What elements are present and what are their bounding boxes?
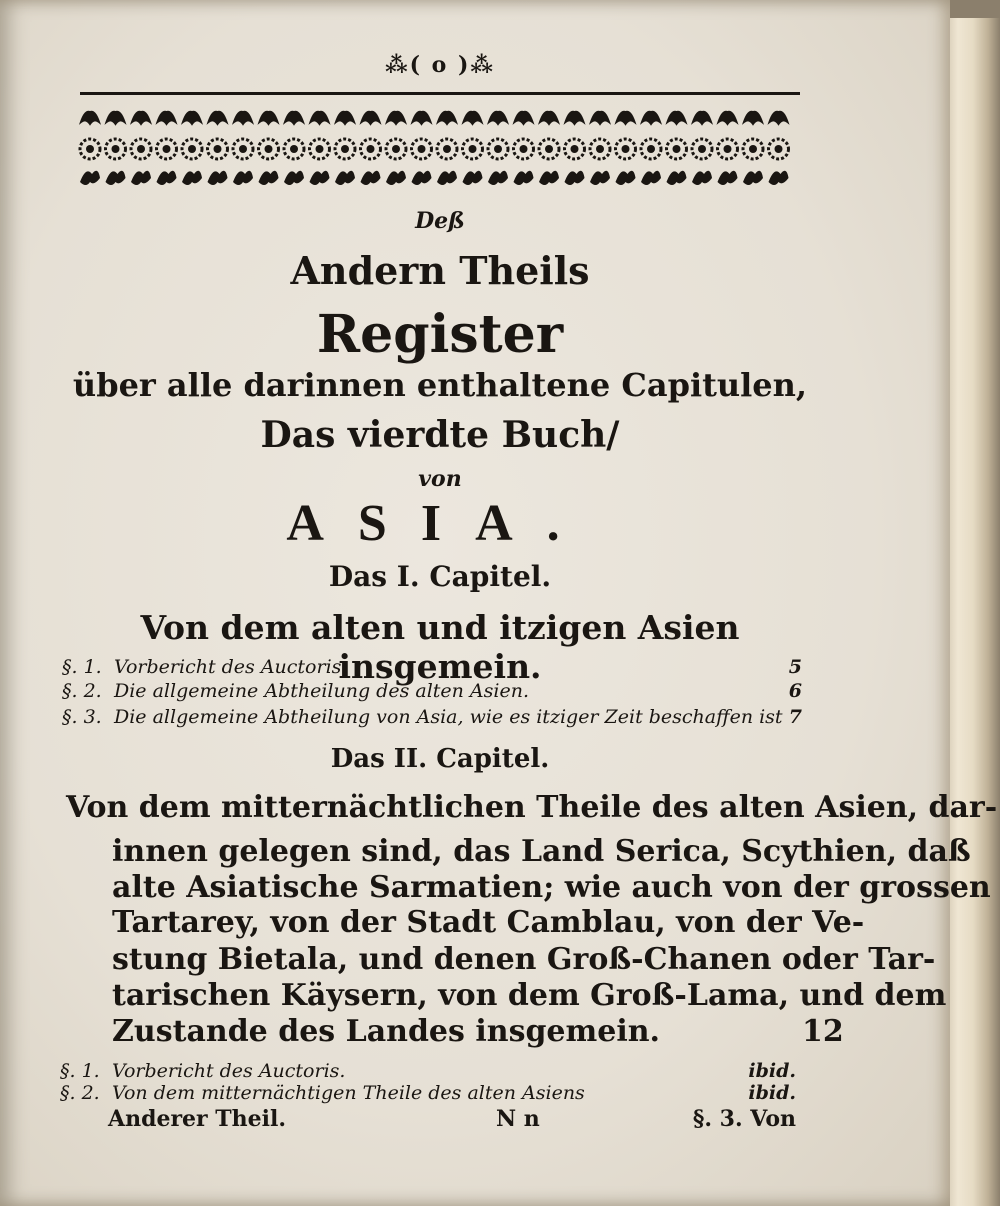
ornament-band bbox=[78, 102, 804, 194]
header-mark: ⁂( o )⁂ bbox=[385, 52, 495, 78]
header-rule bbox=[80, 92, 800, 95]
page-footer bbox=[108, 1106, 796, 1140]
rosette-center-icon bbox=[341, 145, 349, 153]
entry-page: 6 bbox=[788, 680, 802, 702]
leaf-icon bbox=[412, 171, 432, 185]
chapter-2-line: tarischen Käysern, von dem Groß-Lama, und dem bbox=[112, 978, 947, 1013]
chapter-2-page: 12 bbox=[802, 1014, 844, 1049]
fleuron-icon bbox=[234, 112, 252, 124]
rosette-center-icon bbox=[316, 145, 324, 153]
entry-page: ibid. bbox=[748, 1082, 796, 1104]
list-item bbox=[62, 656, 802, 680]
title-asia: ASIA. bbox=[286, 495, 594, 552]
title-line-4: über alle darinnen enthaltene Capitulen, bbox=[72, 366, 808, 404]
leaf-icon bbox=[310, 171, 330, 185]
fleuron-icon bbox=[566, 112, 584, 124]
fleuron-icon bbox=[209, 112, 227, 124]
rosette-center-icon bbox=[622, 145, 630, 153]
running-footer: Anderer Theil. bbox=[108, 1106, 287, 1132]
fleuron-icon bbox=[489, 112, 507, 124]
entry-number: §. 2. bbox=[62, 680, 102, 702]
entry-number: §. 3. bbox=[62, 706, 102, 728]
rosette-center-icon bbox=[673, 145, 681, 153]
catchword: §. 3. Von bbox=[692, 1106, 796, 1132]
leaf-icon bbox=[514, 171, 534, 185]
fleuron-icon bbox=[336, 112, 354, 124]
title-line-1: Deß bbox=[415, 208, 465, 234]
ornament-svg bbox=[78, 102, 804, 194]
fleuron-icon bbox=[107, 112, 125, 124]
leaf-icon bbox=[131, 171, 151, 185]
fleuron-icon bbox=[311, 112, 329, 124]
rosette-center-icon bbox=[698, 145, 706, 153]
rosette-center-icon bbox=[112, 145, 120, 153]
fleuron-icon bbox=[693, 112, 711, 124]
leaf-icon bbox=[208, 171, 228, 185]
rosette-center-icon bbox=[265, 145, 273, 153]
chapter-2-line-last: Zustande des Landes insgemein. bbox=[112, 1014, 660, 1049]
leaf-icon bbox=[106, 171, 126, 185]
fleuron-icon bbox=[464, 112, 482, 124]
leaf-icon bbox=[80, 171, 100, 185]
leaf-icon bbox=[488, 171, 508, 185]
fleuron-icon bbox=[132, 112, 150, 124]
leaf-icon bbox=[233, 171, 253, 185]
entry-text: Die allgemeine Abtheilung von Asia, wie es itziger Zeit beschaffen ist bbox=[114, 706, 783, 728]
title-register: Register bbox=[316, 304, 564, 365]
fleuron-icon bbox=[260, 112, 278, 124]
rosette-center-icon bbox=[443, 145, 451, 153]
fleuron-icon bbox=[668, 112, 686, 124]
title-von: von bbox=[418, 466, 462, 492]
entry-text: Die allgemeine Abtheilung des alten Asien. bbox=[114, 680, 529, 702]
entry-page: 5 bbox=[788, 656, 802, 678]
fleuron-icon bbox=[285, 112, 303, 124]
entry-text: Vorbericht des Auctoris. bbox=[114, 656, 348, 678]
rosette-center-icon bbox=[418, 145, 426, 153]
rosette-center-icon bbox=[647, 145, 655, 153]
rosette-center-icon bbox=[367, 145, 375, 153]
leaf-icon bbox=[361, 171, 381, 185]
leaf-icon bbox=[386, 171, 406, 185]
leaf-icon bbox=[463, 171, 483, 185]
entry-number: §. 1. bbox=[62, 656, 102, 678]
title-line-2: Andern Theils bbox=[290, 248, 590, 293]
chapter-2-line: innen gelegen sind, das Land Serica, Scythien, daß bbox=[112, 834, 971, 869]
leaf-icon bbox=[539, 171, 559, 185]
fleuron-icon bbox=[515, 112, 533, 124]
entry-text: Von dem mitternächtigen Theile des alten Asiens bbox=[112, 1082, 585, 1104]
rosette-center-icon bbox=[469, 145, 477, 153]
leaf-icon bbox=[259, 171, 279, 185]
leaf-icon bbox=[590, 171, 610, 185]
list-item bbox=[60, 1060, 796, 1084]
rosette-center-icon bbox=[596, 145, 604, 153]
fleuron-icon bbox=[81, 112, 99, 124]
leaf-icon bbox=[692, 171, 712, 185]
leaf-icon bbox=[284, 171, 304, 185]
fleuron-icon bbox=[362, 112, 380, 124]
fleuron-icon bbox=[387, 112, 405, 124]
fleuron-icon bbox=[642, 112, 660, 124]
fleuron-icon bbox=[158, 112, 176, 124]
rosette-center-icon bbox=[392, 145, 400, 153]
title-line-5: Das vierdte Buch/ bbox=[260, 414, 620, 456]
fleuron-icon bbox=[183, 112, 201, 124]
entry-number: §. 1. bbox=[60, 1060, 100, 1082]
rosette-center-icon bbox=[724, 145, 732, 153]
chapter-2-line bbox=[112, 1014, 844, 1049]
chapter-2-line: alte Asiatische Sarmatien; wie auch von der grossen bbox=[112, 870, 991, 905]
fleuron-icon bbox=[617, 112, 635, 124]
leaf-icon bbox=[641, 171, 661, 185]
leaf-icon bbox=[718, 171, 738, 185]
leaf-icon bbox=[157, 171, 177, 185]
fleuron-icon bbox=[413, 112, 431, 124]
rosette-center-icon bbox=[188, 145, 196, 153]
rosette-center-icon bbox=[571, 145, 579, 153]
fleuron-icon bbox=[770, 112, 788, 124]
rosette-center-icon bbox=[163, 145, 171, 153]
fleuron-icon bbox=[540, 112, 558, 124]
chapter-1-heading: Das I. Capitel. bbox=[328, 560, 552, 593]
list-item bbox=[62, 680, 802, 704]
leaf-icon bbox=[667, 171, 687, 185]
rosette-center-icon bbox=[290, 145, 298, 153]
leaf-icon bbox=[743, 171, 763, 185]
entry-page: ibid. bbox=[748, 1060, 796, 1082]
leaf-icon bbox=[769, 171, 789, 185]
list-item bbox=[62, 706, 802, 730]
rosette-center-icon bbox=[214, 145, 222, 153]
rosette-center-icon bbox=[520, 145, 528, 153]
rosette-center-icon bbox=[545, 145, 553, 153]
leaf-icon bbox=[182, 171, 202, 185]
rosette-center-icon bbox=[239, 145, 247, 153]
rosette-center-icon bbox=[494, 145, 502, 153]
entry-page: 7 bbox=[788, 706, 802, 728]
leaf-icon bbox=[335, 171, 355, 185]
signature-mark: N n bbox=[496, 1106, 540, 1132]
fleuron-icon bbox=[744, 112, 762, 124]
fleuron-icon bbox=[591, 112, 609, 124]
chapter-2-line: stung Bietala, und denen Groß-Chanen oder Tar- bbox=[112, 942, 936, 977]
fleuron-icon bbox=[438, 112, 456, 124]
chapter-2-heading: Das II. Capitel. bbox=[330, 744, 550, 774]
rosette-center-icon bbox=[775, 145, 783, 153]
entry-text: Vorbericht des Auctoris. bbox=[112, 1060, 346, 1082]
list-item bbox=[60, 1082, 796, 1106]
rosette-center-icon bbox=[86, 145, 94, 153]
entry-number: §. 2. bbox=[60, 1082, 100, 1104]
leaf-icon bbox=[437, 171, 457, 185]
rosette-center-icon bbox=[749, 145, 757, 153]
leaf-icon bbox=[616, 171, 636, 185]
chapter-2-line: Tartarey, von der Stadt Camblau, von der Ve- bbox=[112, 905, 865, 940]
chapter-1-title: Von dem alten und itzigen Asien insgemein. bbox=[140, 608, 740, 686]
fleuron-icon bbox=[719, 112, 737, 124]
chapter-2-line: Von dem mitternächtlichen Theile des alten Asien, dar- bbox=[66, 790, 998, 825]
rosette-center-icon bbox=[137, 145, 145, 153]
leaf-icon bbox=[565, 171, 585, 185]
